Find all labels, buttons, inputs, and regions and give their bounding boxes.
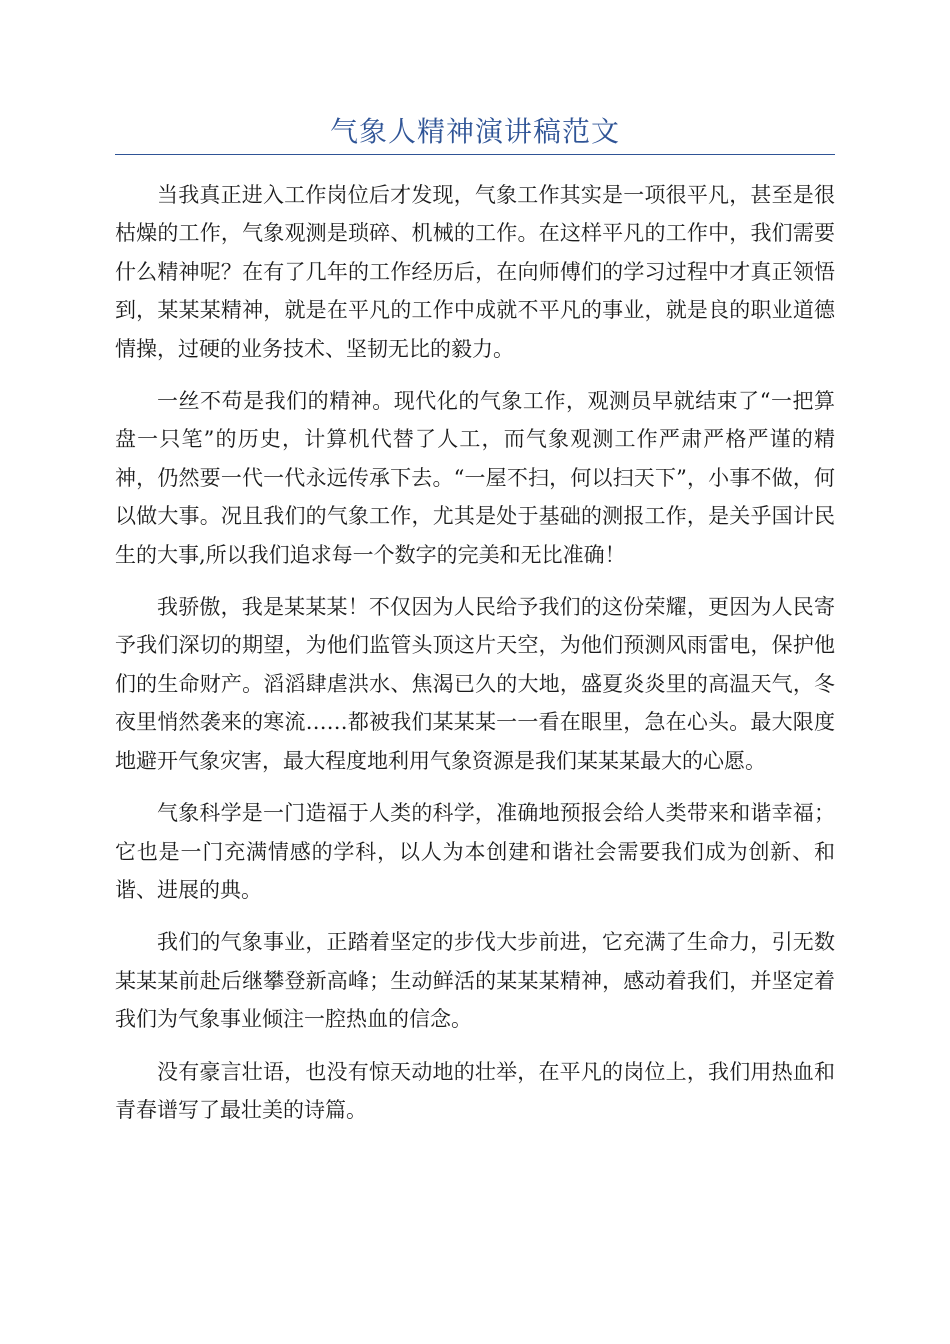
title-underline [115, 154, 835, 155]
paragraph-6: 没有豪言壮语，也没有惊天动地的壮举，在平凡的岗位上，我们用热血和青春谱写了最壮美的诗篇。 [115, 1059, 835, 1122]
paragraph-1: 当我真正进入工作岗位后才发现，气象工作其实是一项很平凡，甚至是很枯燥的工作，气象观测是琐碎、机械的工作。在这样平凡的工作中，我们需要什么精神呢？在有了几年的工作经历后，在向师傅们的学习过程中才真正领悟到，某某某精神，就是在平凡的工作中成就不平凡的事业，就是良的职业道德情操，过硬的业务技术、坚韧无比的毅力。 [115, 183, 835, 361]
document-body [115, 176, 835, 1143]
document-title: 气象人精神演讲稿范文 [329, 115, 620, 148]
paragraph-4: 气象科学是一门造福于人类的科学，准确地预报会给人类带来和谐幸福；它也是一门充满情感的学科，以人为本创建和谐社会需要我们成为创新、和谐、进展的典。 [115, 801, 835, 902]
paragraph-5: 我们的气象事业，正踏着坚定的步伐大步前进，它充满了生命力，引无数某某某前赴后继攀登新高峰；生动鲜活的某某某精神，感动着我们，并坚定着我们为气象事业倾注一腔热血的信念。 [115, 930, 835, 1032]
paragraph-2: 一丝不苟是我们的精神。现代化的气象工作，观测员早就结束了“一把算盘一只笔”的历史，计算机代替了人工，而气象观测工作严肃严格严谨的精神，仍然要一代一代永远传承下去。“一屋不扫，何以扫天下”，小事不做，何以做大事。况且我们的气象工作，尤其是处于基础的测报工作，是关乎国计民生的大事,所以我们追求每一个数字的完美和无比准确！ [115, 389, 835, 567]
paragraph-3: 我骄傲，我是某某某！不仅因为人民给予我们的这份荣耀，更因为人民寄予我们深切的期望，为他们监管头顶这片天空，为他们预测风雨雷电，保护他们的生命财产。滔滔肆虐洪水、焦渴已久的大地，盛夏炎炎里的高温天气，冬夜里悄然袭来的寒流……都被我们某某某一一看在眼里，急在心头。最大限度地避开气象灾害，最大程度地利用气象资源是我们某某某最大的心愿。 [115, 595, 835, 773]
